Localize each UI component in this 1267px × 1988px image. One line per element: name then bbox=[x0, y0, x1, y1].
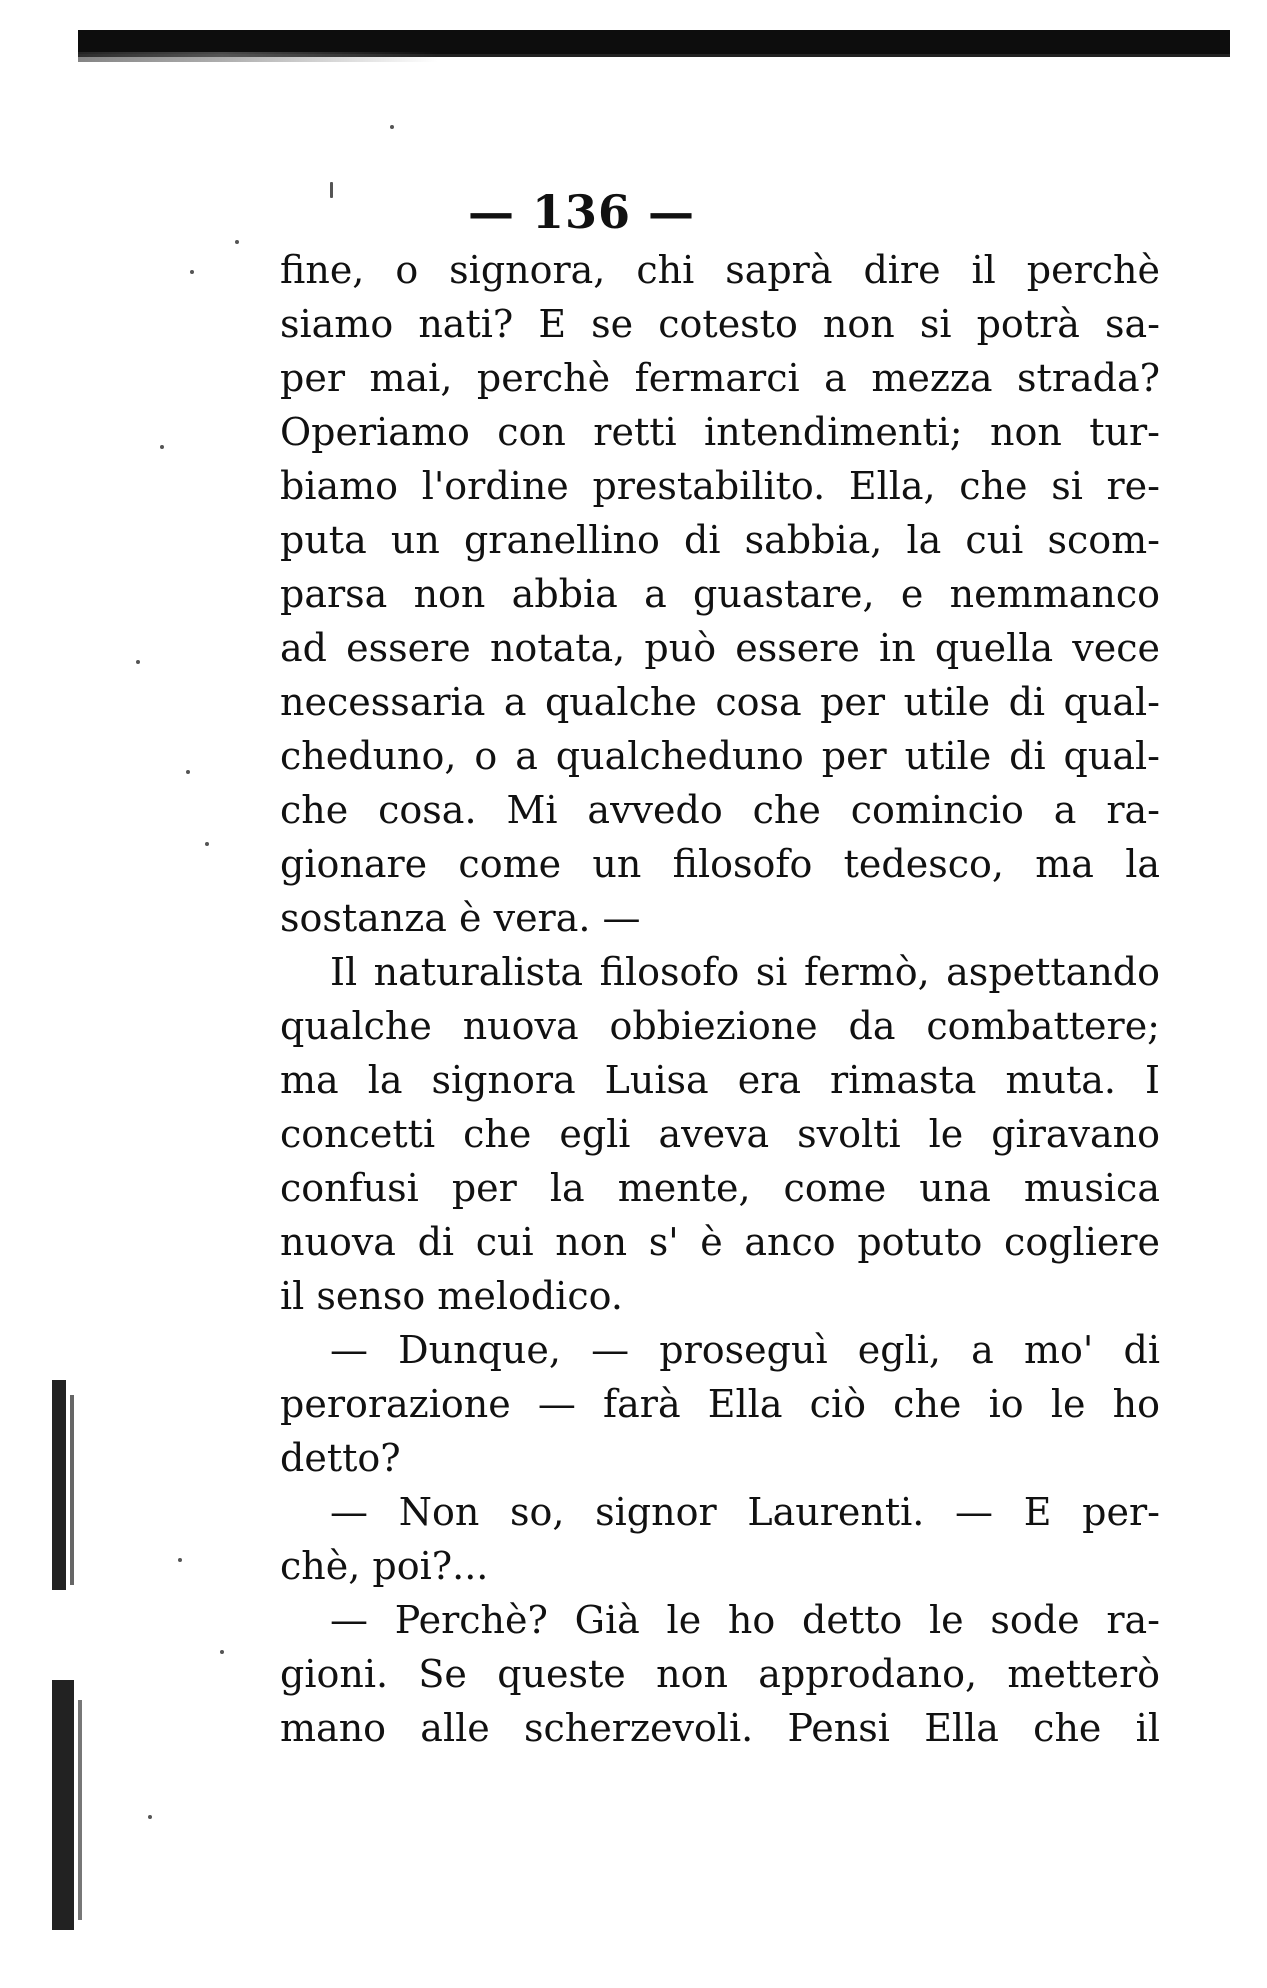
speck bbox=[178, 1558, 182, 1562]
text-line: siamo nati? E se cotesto non si potrà sa- bbox=[280, 302, 1160, 346]
text-line: qualche nuova obbiezione da combattere; bbox=[280, 1004, 1160, 1048]
text-line: — Non so, signor Laurenti. — E per- bbox=[330, 1490, 1160, 1534]
text-line: confusi per la mente, come una musica bbox=[280, 1166, 1160, 1210]
text-line: biamo l'ordine prestabilito. Ella, che si re- bbox=[280, 464, 1160, 508]
margin-scan-artifact bbox=[78, 1700, 82, 1920]
top-rule-shading bbox=[78, 52, 438, 62]
speck bbox=[220, 1650, 224, 1654]
text-line: sostanza è vera. — bbox=[280, 896, 641, 940]
text-line: detto? bbox=[280, 1436, 401, 1480]
text-line: fine, o signora, chi saprà dire il perchè bbox=[280, 248, 1160, 292]
text-line: mano alle scherzevoli. Pensi Ella che il bbox=[280, 1706, 1160, 1750]
text-line: ma la signora Luisa era rimasta muta. I bbox=[280, 1058, 1160, 1102]
text-line: parsa non abbia a guastare, e nemmanco bbox=[280, 572, 1160, 616]
text-line: perorazione — farà Ella ciò che io le ho bbox=[280, 1382, 1160, 1426]
text-line: — Dunque, — proseguì egli, a mo' di bbox=[330, 1328, 1160, 1372]
text-line: gionare come un filosofo tedesco, ma la bbox=[280, 842, 1160, 886]
text-line: Operiamo con retti intendimenti; non tur- bbox=[280, 410, 1160, 454]
speck bbox=[190, 270, 194, 274]
text-line: necessaria a qualche cosa per utile di qual- bbox=[280, 680, 1160, 724]
text-line: che cosa. Mi avvedo che comincio a ra- bbox=[280, 788, 1160, 832]
speck bbox=[186, 770, 190, 774]
text-line: concetti che egli aveva svolti le giravano bbox=[280, 1112, 1160, 1156]
margin-scan-artifact bbox=[52, 1680, 74, 1930]
page-number: — 136 — bbox=[467, 185, 696, 239]
text-line: Il naturalista filosofo si fermò, aspettando bbox=[330, 950, 1160, 994]
text-line: puta un granellino di sabbia, la cui scom- bbox=[280, 518, 1160, 562]
text-line: nuova di cui non s' è anco potuto cogliere bbox=[280, 1220, 1160, 1264]
text-line: il senso melodico. bbox=[280, 1274, 623, 1318]
margin-scan-artifact bbox=[70, 1395, 74, 1585]
text-line: gioni. Se queste non approdano, metterò bbox=[280, 1652, 1160, 1696]
speck bbox=[390, 125, 394, 129]
speck bbox=[235, 240, 239, 244]
text-line: cheduno, o a qualcheduno per utile di qual- bbox=[280, 734, 1160, 778]
page-text bbox=[280, 243, 1160, 1755]
text-line: — Perchè? Già le ho detto le sode ra- bbox=[330, 1598, 1160, 1642]
speck bbox=[160, 445, 164, 449]
speck bbox=[330, 182, 333, 198]
text-line: chè, poi?... bbox=[280, 1544, 489, 1588]
speck bbox=[148, 1815, 152, 1819]
margin-scan-artifact bbox=[52, 1380, 66, 1590]
text-line: per mai, perchè fermarci a mezza strada? bbox=[280, 356, 1160, 400]
speck bbox=[136, 660, 140, 664]
text-line: ad essere notata, può essere in quella vece bbox=[280, 626, 1160, 670]
speck bbox=[205, 842, 209, 846]
